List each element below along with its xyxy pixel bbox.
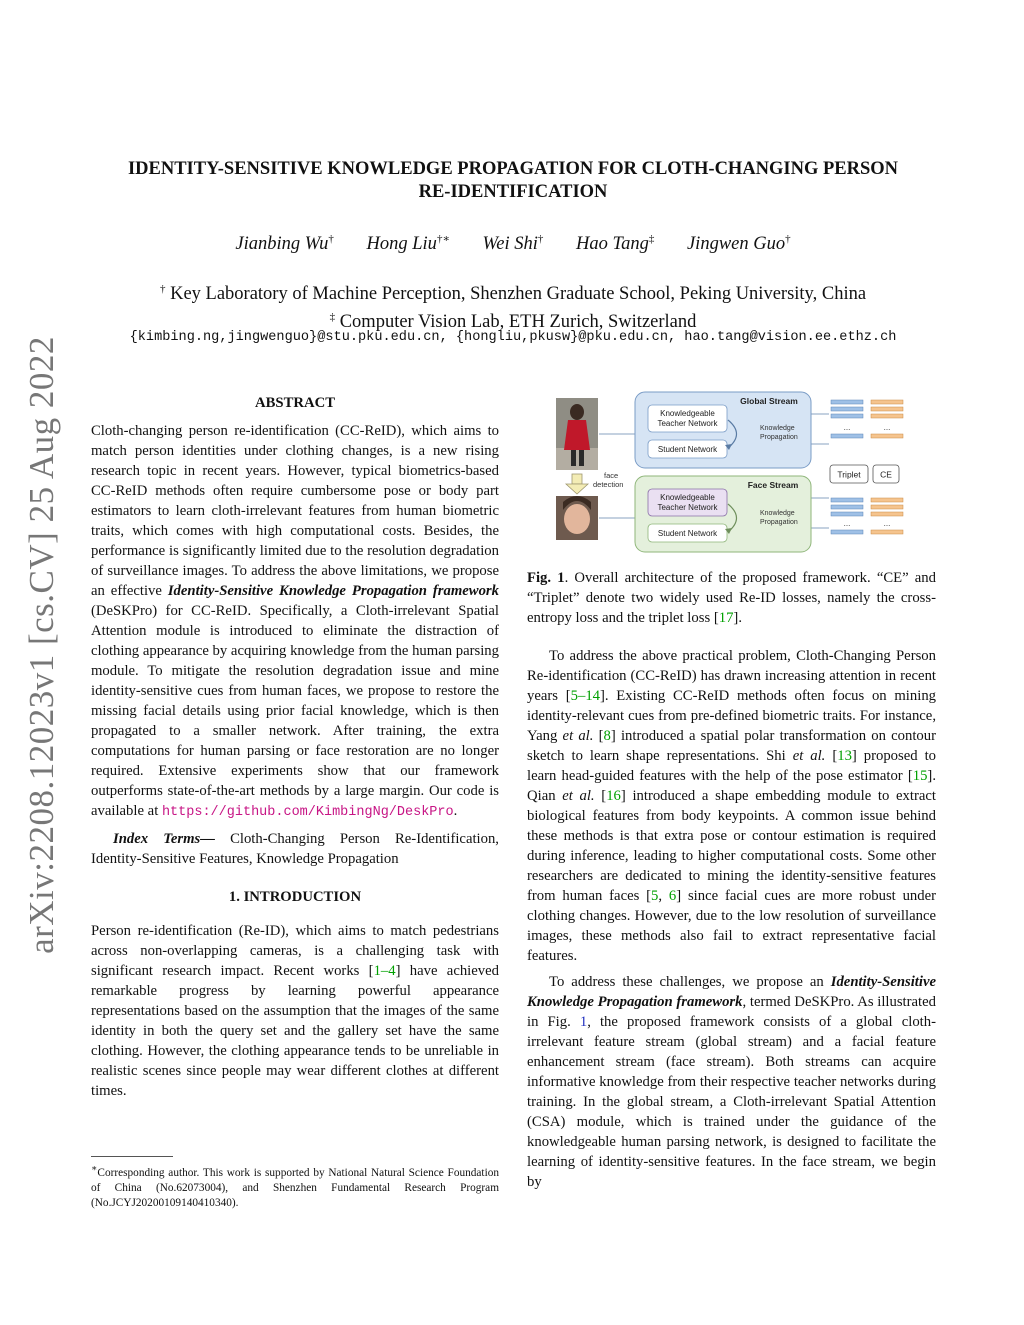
affiliation-2: ‡ Computer Vision Lab, ETH Zurich, Switzerland: [329, 311, 697, 333]
arrow-down-icon: [566, 474, 588, 494]
svg-text:Student Network: Student Network: [657, 445, 718, 454]
code-link[interactable]: https://github.com/KimbingNg/DeskPro: [161, 805, 454, 820]
author: Hong Liu†∗: [366, 233, 450, 255]
face-stream-box: [635, 476, 811, 552]
triplet-loss-label: Triplet: [837, 469, 861, 480]
intro-paragraph: Person re-identification (Re-ID), which aims to match pedestrians across non-overlapping cameras, is a challenging task with significant research impact. Recent works [1–4] have achieved remarkable progress by learning powerful appearance representations based on the assumption that the images of the same identity in both the query set and the gallery set have the same clothing. However, the clothing appearance tends to be unreliable in realistic scenes since people may wear different clothes at different times.: [91, 923, 499, 1099]
figure-1: [527, 390, 937, 558]
svg-text:Teacher Network: Teacher Network: [657, 503, 718, 512]
arxiv-identifier: arXiv:2208.12023v1 [cs.CV] 25 Aug 2022: [22, 336, 62, 954]
svg-text:Student Network: Student Network: [657, 529, 718, 538]
svg-text:...: ...: [843, 423, 851, 432]
citation-link[interactable]: 8: [603, 728, 611, 744]
loss-boxes: [830, 465, 899, 483]
figure-caption: Fig. 1. Overall architecture of the proposed framework. “CE” and “Triplet” denote two widely used Re-ID losses, namely the cross-entropy loss and the triplet loss [17].: [527, 570, 936, 626]
global-stream-label: Global Stream: [740, 396, 798, 406]
face-crop-image: [556, 496, 598, 540]
author: Hao Tang‡: [576, 233, 655, 255]
author: Jingwen Guo†: [686, 233, 791, 255]
svg-text:Propagation: Propagation: [760, 519, 798, 526]
intro-heading: 1. INTRODUCTION: [228, 889, 362, 905]
author: Wei Shi†: [482, 233, 544, 255]
paper-title: IDENTITY-SENSITIVE KNOWLEDGE PROPAGATION FOR CLOTH-CHANGING PERSON RE-IDENTIFICATION: [127, 159, 899, 202]
citation-link[interactable]: 1–4: [373, 963, 396, 979]
framework-name: Identity-Sensitive Knowledge Propagation framework: [167, 583, 499, 599]
abstract-text: Cloth-changing person re-identification (CC-ReID), which aims to match person identities under clothing changes, is a new rising research topic in recent years. However, typical biometrics-based CC-ReID methods often require cumbersome pose or body part estimators to learn cloth-irrelevant features from human biometric traits, which comes with high computational costs. Besides, the performance is significantly limited due to the resolution degradation of surveillance images. To address the above limitations, we propose an effective Identity-Sensitive Knowledge Propagation framework (DeSKPro) for CC-ReID. Specifically, a Cloth-irrelevant Spatial Attention module is introduced to eliminate the distraction of clothing appearance by acquiring knowledge from the human parsing module. To mitigate the resolution degradation issue and mine identity-sensitive cues from human faces, we propose to restore the missing facial details using prior facial knowledge, which is then propagated to a smaller network. After training, the extra computations for human parsing or face restoration are no longer required. Extensive experiments show that our framework outperforms state-of-the-art methods by a large margin. Our code is available at https://github.com/KimbingNg/DeskPro.: [91, 423, 499, 820]
svg-text:Knowledgeable: Knowledgeable: [660, 493, 715, 502]
citation-link[interactable]: 13: [837, 748, 852, 764]
svg-text:Propagation: Propagation: [760, 434, 798, 441]
abstract-heading: ABSTRACT: [255, 395, 335, 411]
right-column: [527, 568, 936, 1192]
citation-link[interactable]: 6: [668, 888, 677, 904]
author: Jianbing Wu†: [235, 233, 334, 255]
svg-text:...: ...: [883, 423, 891, 432]
citation-link[interactable]: 16: [606, 788, 621, 804]
affiliation-1: † Key Laboratory of Machine Perception, Shenzhen Graduate School, Peking University, China: [159, 283, 867, 305]
global-stream-box: [635, 392, 811, 468]
face-detection-label: detection: [593, 480, 624, 489]
author-emails: {kimbing.ng,jingwenguo}@stu.pku.edu.cn, {hongliu,pkusw}@pku.edu.cn, hao.tang@vision.ee.ethz.ch: [129, 330, 897, 345]
svg-text:Knowledge: Knowledge: [760, 425, 795, 432]
footnote: ∗Corresponding author. This work is supported by National Natural Science Foundation of China (No.62073004), and Shenzhen Fundamental Research Program (No.JCYJ20200109140410340).: [91, 1164, 499, 1209]
svg-text:Teacher Network: Teacher Network: [657, 419, 718, 428]
author-list: [90, 232, 936, 255]
left-column: [91, 393, 499, 1101]
index-terms: Index Terms— Cloth-Changing Person Re-Identification, Identity-Sensitive Features, Knowledge Propagation: [91, 831, 499, 867]
svg-text:Knowledgeable: Knowledgeable: [660, 409, 715, 418]
body-paragraph: To address these challenges, we propose an Identity-Sensitive Knowledge Propagation framework, termed DeSKPro. As illustrated in Fig. 1, the proposed framework consists of a global cloth-irrelevant feature stream (global stream) and a facial feature enhancement stream (face stream). Both streams can acquire informative knowledge from their respective teacher networks during training. In the global stream, a Cloth-irrelevant Spatial Attention (CSA) module, which is trained under the guidance of the knowledgeable human parsing network, is designed to facilitate the learning of identity-sensitive features. In the face stream, we begin by: [527, 974, 936, 1190]
svg-text:...: ...: [843, 519, 851, 528]
footnote-rule: [91, 1156, 173, 1157]
svg-text:Knowledge: Knowledge: [760, 510, 795, 517]
body-paragraph: To address the above practical problem, Cloth-Changing Person Re-identification (CC-ReID) has drawn increasing attention in recent years [5–14]. Existing CC-ReID methods often focus on mining identity-relevant cues from pre-defined biometric traits. For instance, Yang et al. [8] introduced a spatial polar transformation on contour sketch to learn shape representations. Shi et al. [13] proposed to learn head-guided features with the help of the pose estimator [15]. Qian et al. [16] introduced a shape embedding module to extract biological features from body keypoints. A common issue behind these methods is that extra pose or contour estimation is required during inference, leading to higher computational costs. Some other researchers are dedicated to mining the identity-sensitive features from human faces [5, 6] since facial cues are more robust under clothing changes. However, due to the low resolution of surveillance images, these methods also fail to extract representative facial features.: [527, 648, 937, 964]
face-stream-label: Face Stream: [747, 480, 799, 490]
affiliations: [90, 278, 936, 334]
ce-loss-label: CE: [880, 469, 892, 480]
person-full-body-image: [556, 398, 598, 470]
citation-link[interactable]: 5: [651, 888, 659, 904]
architecture-diagram: [527, 390, 937, 558]
citation-link[interactable]: 17: [718, 610, 734, 626]
face-detection-label: face: [604, 471, 619, 480]
citation-link[interactable]: 15: [912, 768, 928, 784]
citation-link[interactable]: 5–14: [570, 688, 600, 704]
svg-text:...: ...: [883, 519, 891, 528]
figure-link[interactable]: 1: [579, 1014, 588, 1030]
